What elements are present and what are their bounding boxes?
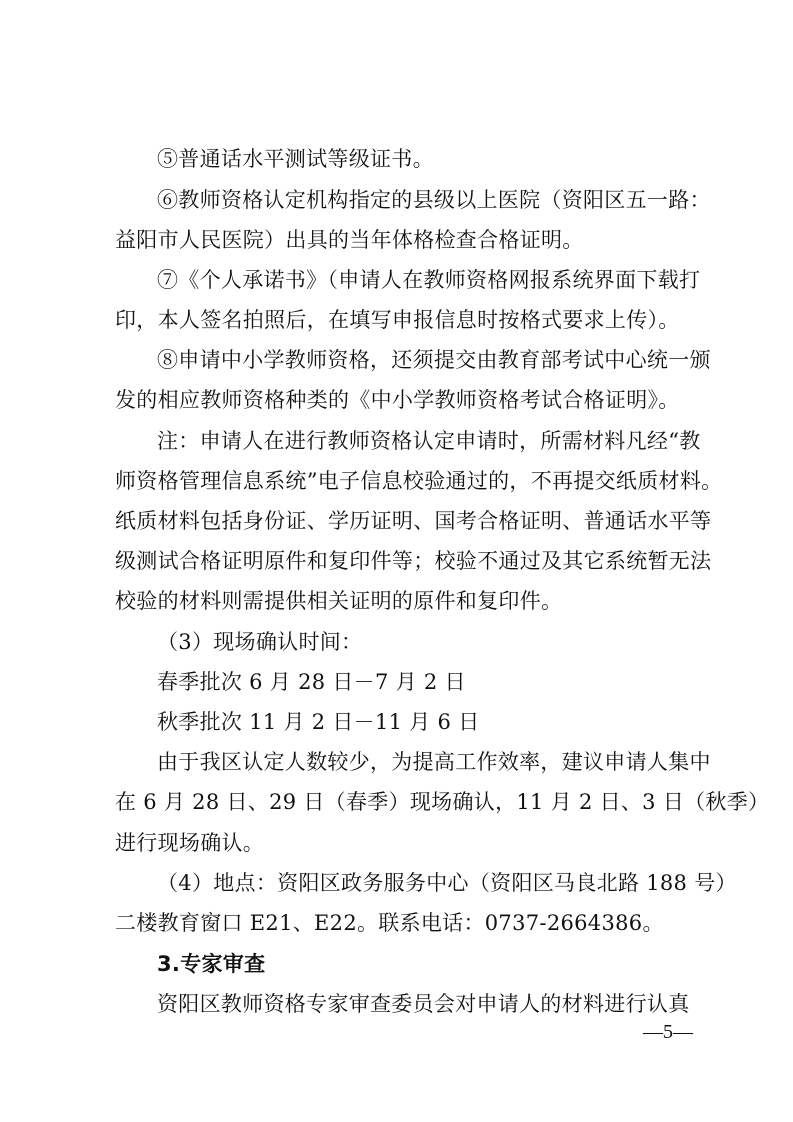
item-8-exam-line2: 发的相应教师资格种类的《中小学教师资格考试合格证明》。 xyxy=(115,388,680,412)
section-heading-expert-review: 3.专家审查 xyxy=(157,952,266,976)
item-7-pledge-line2: 印，本人签名拍照后，在填写申报信息时按格式要求上传）。 xyxy=(115,308,680,332)
item-6-hospital-line2: 益阳市人民医院）出具的当年体格检查合格证明。 xyxy=(115,228,584,252)
spring-batch: 春季批次 6 月 28 日－7 月 2 日 xyxy=(157,670,466,694)
expert-review-line1: 资阳区教师资格专家审查委员会对申请人的材料进行认真 xyxy=(157,992,690,1016)
note-line3: 纸质材料包括身份证、学历证明、国考合格证明、普通话水平等 xyxy=(115,509,712,533)
location-line2: 二楼教育窗口 E21、E22。联系电话：0737-2664386。 xyxy=(115,911,664,935)
autumn-batch: 秋季批次 11 月 2 日－11 月 6 日 xyxy=(157,710,480,734)
item-7-pledge-line1: ⑦《个人承诺书》（申请人在教师资格网报系统界面下载打 xyxy=(157,268,701,292)
location-line1: （4）地点：资阳区政务服务中心（资阳区马良北路 188 号） xyxy=(157,871,737,895)
item-6-hospital-line1: ⑥教师资格认定机构指定的县级以上医院（资阳区五一路： xyxy=(157,188,711,212)
confirm-time-heading: （3）现场确认时间： xyxy=(157,630,363,654)
note-line1: 注：申请人在进行教师资格认定申请时，所需材料凡经“教 xyxy=(157,429,701,453)
note-line5: 校验的材料则需提供相关证明的原件和复印件。 xyxy=(115,589,563,613)
note-line2: 师资格管理信息系统”电子信息校验通过的，不再提交纸质材料。 xyxy=(115,469,723,493)
recommendation-line2: 在 6 月 28 日、29 日（春季）现场确认，11 月 2 日、3 日（秋季） xyxy=(115,790,770,814)
item-5-putonghua: ⑤普通话水平测试等级证书。 xyxy=(157,147,434,171)
item-8-exam-line1: ⑧申请中小学教师资格，还须提交由教育部考试中心统一颁 xyxy=(157,348,711,372)
recommendation-line1: 由于我区认定人数较少，为提高工作效率，建议申请人集中 xyxy=(157,750,711,774)
note-line4: 级测试合格证明原件和复印件等；校验不通过及其它系统暂无法 xyxy=(115,549,712,573)
page-number: —5— xyxy=(643,1021,693,1043)
recommendation-line3: 进行现场确认。 xyxy=(115,831,265,855)
